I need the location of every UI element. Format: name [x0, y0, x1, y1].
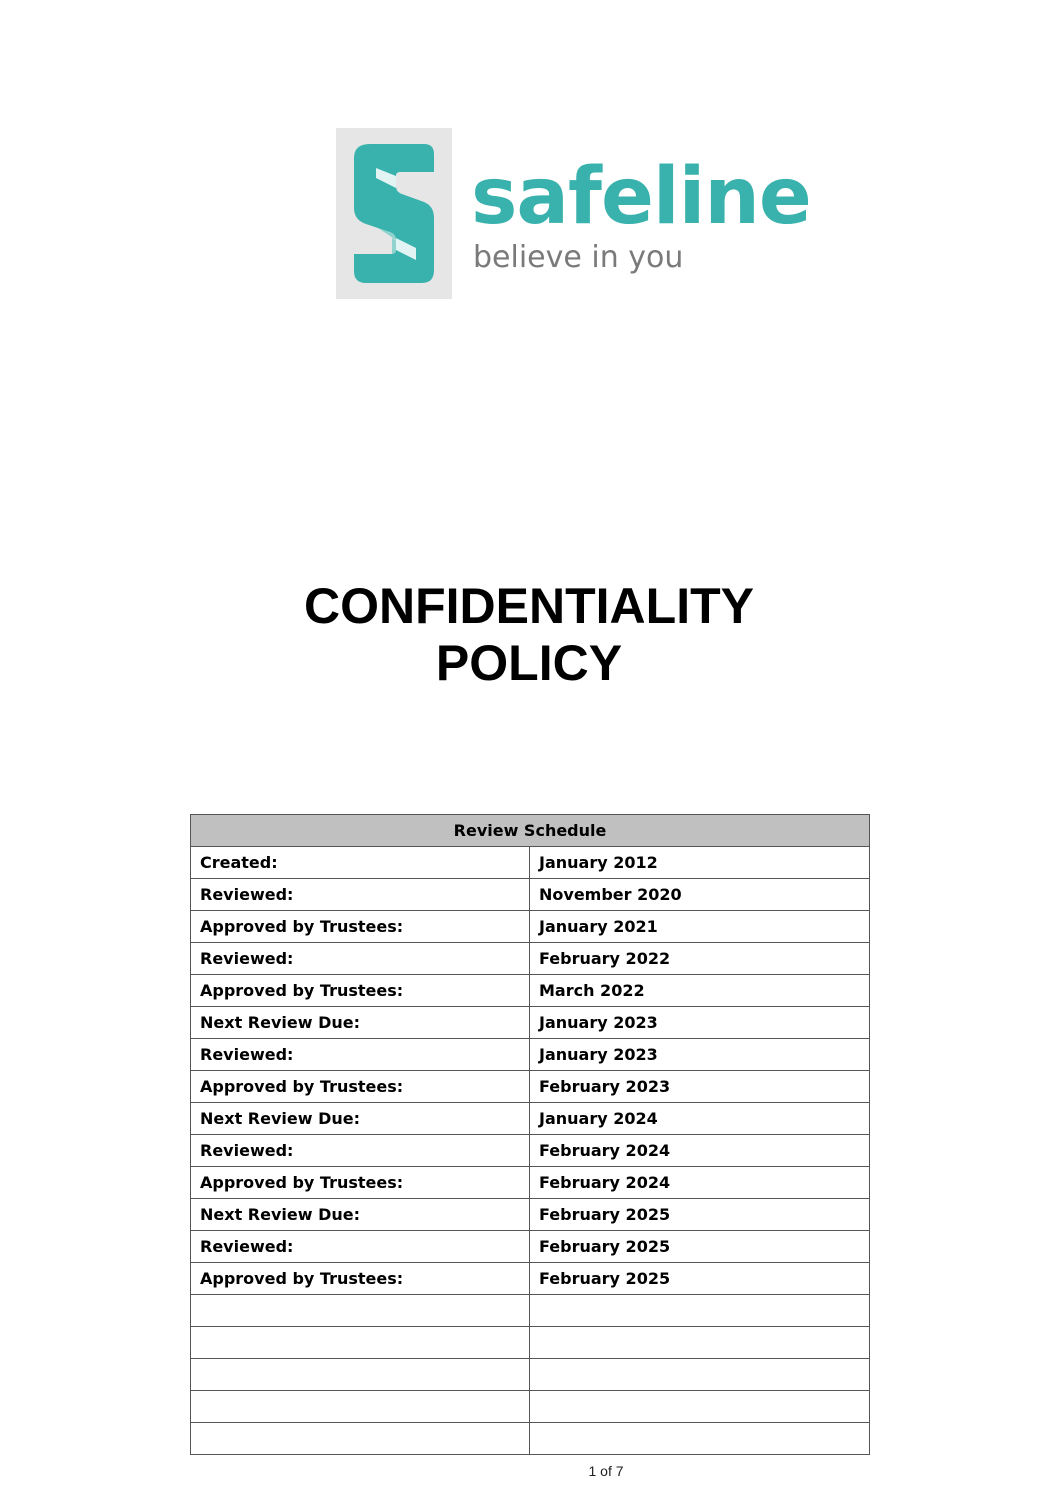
review-date-cell: January 2012	[530, 847, 870, 879]
table-row	[191, 1135, 870, 1167]
review-date-cell: January 2021	[530, 911, 870, 943]
review-label-cell	[191, 1391, 530, 1423]
review-date-cell	[530, 1423, 870, 1455]
table-row	[191, 847, 870, 879]
table-row	[191, 1263, 870, 1295]
title-line-2: POLICY	[435, 635, 623, 691]
review-label-cell	[191, 1295, 530, 1327]
table-row	[191, 1039, 870, 1071]
table-row	[191, 1231, 870, 1263]
safeline-logo	[336, 128, 856, 300]
review-label-cell: Next Review Due:	[191, 1103, 530, 1135]
review-date-cell: February 2025	[530, 1231, 870, 1263]
review-date-cell: February 2023	[530, 1071, 870, 1103]
review-date-cell: February 2025	[530, 1199, 870, 1231]
logo-tagline: believe in you	[473, 240, 684, 275]
review-label-cell	[191, 1423, 530, 1455]
review-date-cell: January 2023	[530, 1007, 870, 1039]
table-row	[191, 975, 870, 1007]
review-label-cell: Reviewed:	[191, 1231, 530, 1263]
review-date-cell: March 2022	[530, 975, 870, 1007]
table-row	[191, 1103, 870, 1135]
review-label-cell: Approved by Trustees:	[191, 1167, 530, 1199]
review-date-cell: January 2024	[530, 1103, 870, 1135]
review-date-cell: February 2025	[530, 1263, 870, 1295]
review-schedule-body	[191, 847, 870, 1455]
review-label-cell: Approved by Trustees:	[191, 975, 530, 1007]
review-date-cell: February 2022	[530, 943, 870, 975]
table-row	[191, 1359, 870, 1391]
table-row	[191, 1007, 870, 1039]
review-label-cell	[191, 1359, 530, 1391]
review-schedule-header-row	[191, 815, 870, 847]
review-date-cell: November 2020	[530, 879, 870, 911]
page-number: 1 of 7	[588, 1463, 624, 1479]
table-row	[191, 911, 870, 943]
review-date-cell: January 2023	[530, 1039, 870, 1071]
safeline-s-mark-icon	[336, 128, 452, 299]
review-date-cell: February 2024	[530, 1167, 870, 1199]
review-schedule-header: Review Schedule	[191, 815, 870, 847]
review-date-cell	[530, 1327, 870, 1359]
table-row	[191, 879, 870, 911]
table-row	[191, 1327, 870, 1359]
review-label-cell: Created:	[191, 847, 530, 879]
title-line-1: CONFIDENTIALITY	[304, 578, 754, 634]
review-label-cell: Reviewed:	[191, 1039, 530, 1071]
review-label-cell: Reviewed:	[191, 879, 530, 911]
logo-wordmark: safeline	[471, 152, 811, 242]
review-date-cell	[530, 1359, 870, 1391]
review-label-cell: Next Review Due:	[191, 1199, 530, 1231]
review-label-cell: Approved by Trustees:	[191, 911, 530, 943]
review-label-cell: Next Review Due:	[191, 1007, 530, 1039]
table-row	[191, 1167, 870, 1199]
table-row	[191, 943, 870, 975]
review-date-cell: February 2024	[530, 1135, 870, 1167]
table-row	[191, 1071, 870, 1103]
document-title	[0, 578, 1058, 692]
review-label-cell: Approved by Trustees:	[191, 1263, 530, 1295]
review-label-cell: Reviewed:	[191, 1135, 530, 1167]
table-row	[191, 1391, 870, 1423]
review-date-cell	[530, 1391, 870, 1423]
review-label-cell: Reviewed:	[191, 943, 530, 975]
table-row	[191, 1423, 870, 1455]
review-label-cell: Approved by Trustees:	[191, 1071, 530, 1103]
review-schedule-table	[190, 814, 870, 1455]
table-row	[191, 1295, 870, 1327]
review-label-cell	[191, 1327, 530, 1359]
review-date-cell	[530, 1295, 870, 1327]
table-row	[191, 1199, 870, 1231]
